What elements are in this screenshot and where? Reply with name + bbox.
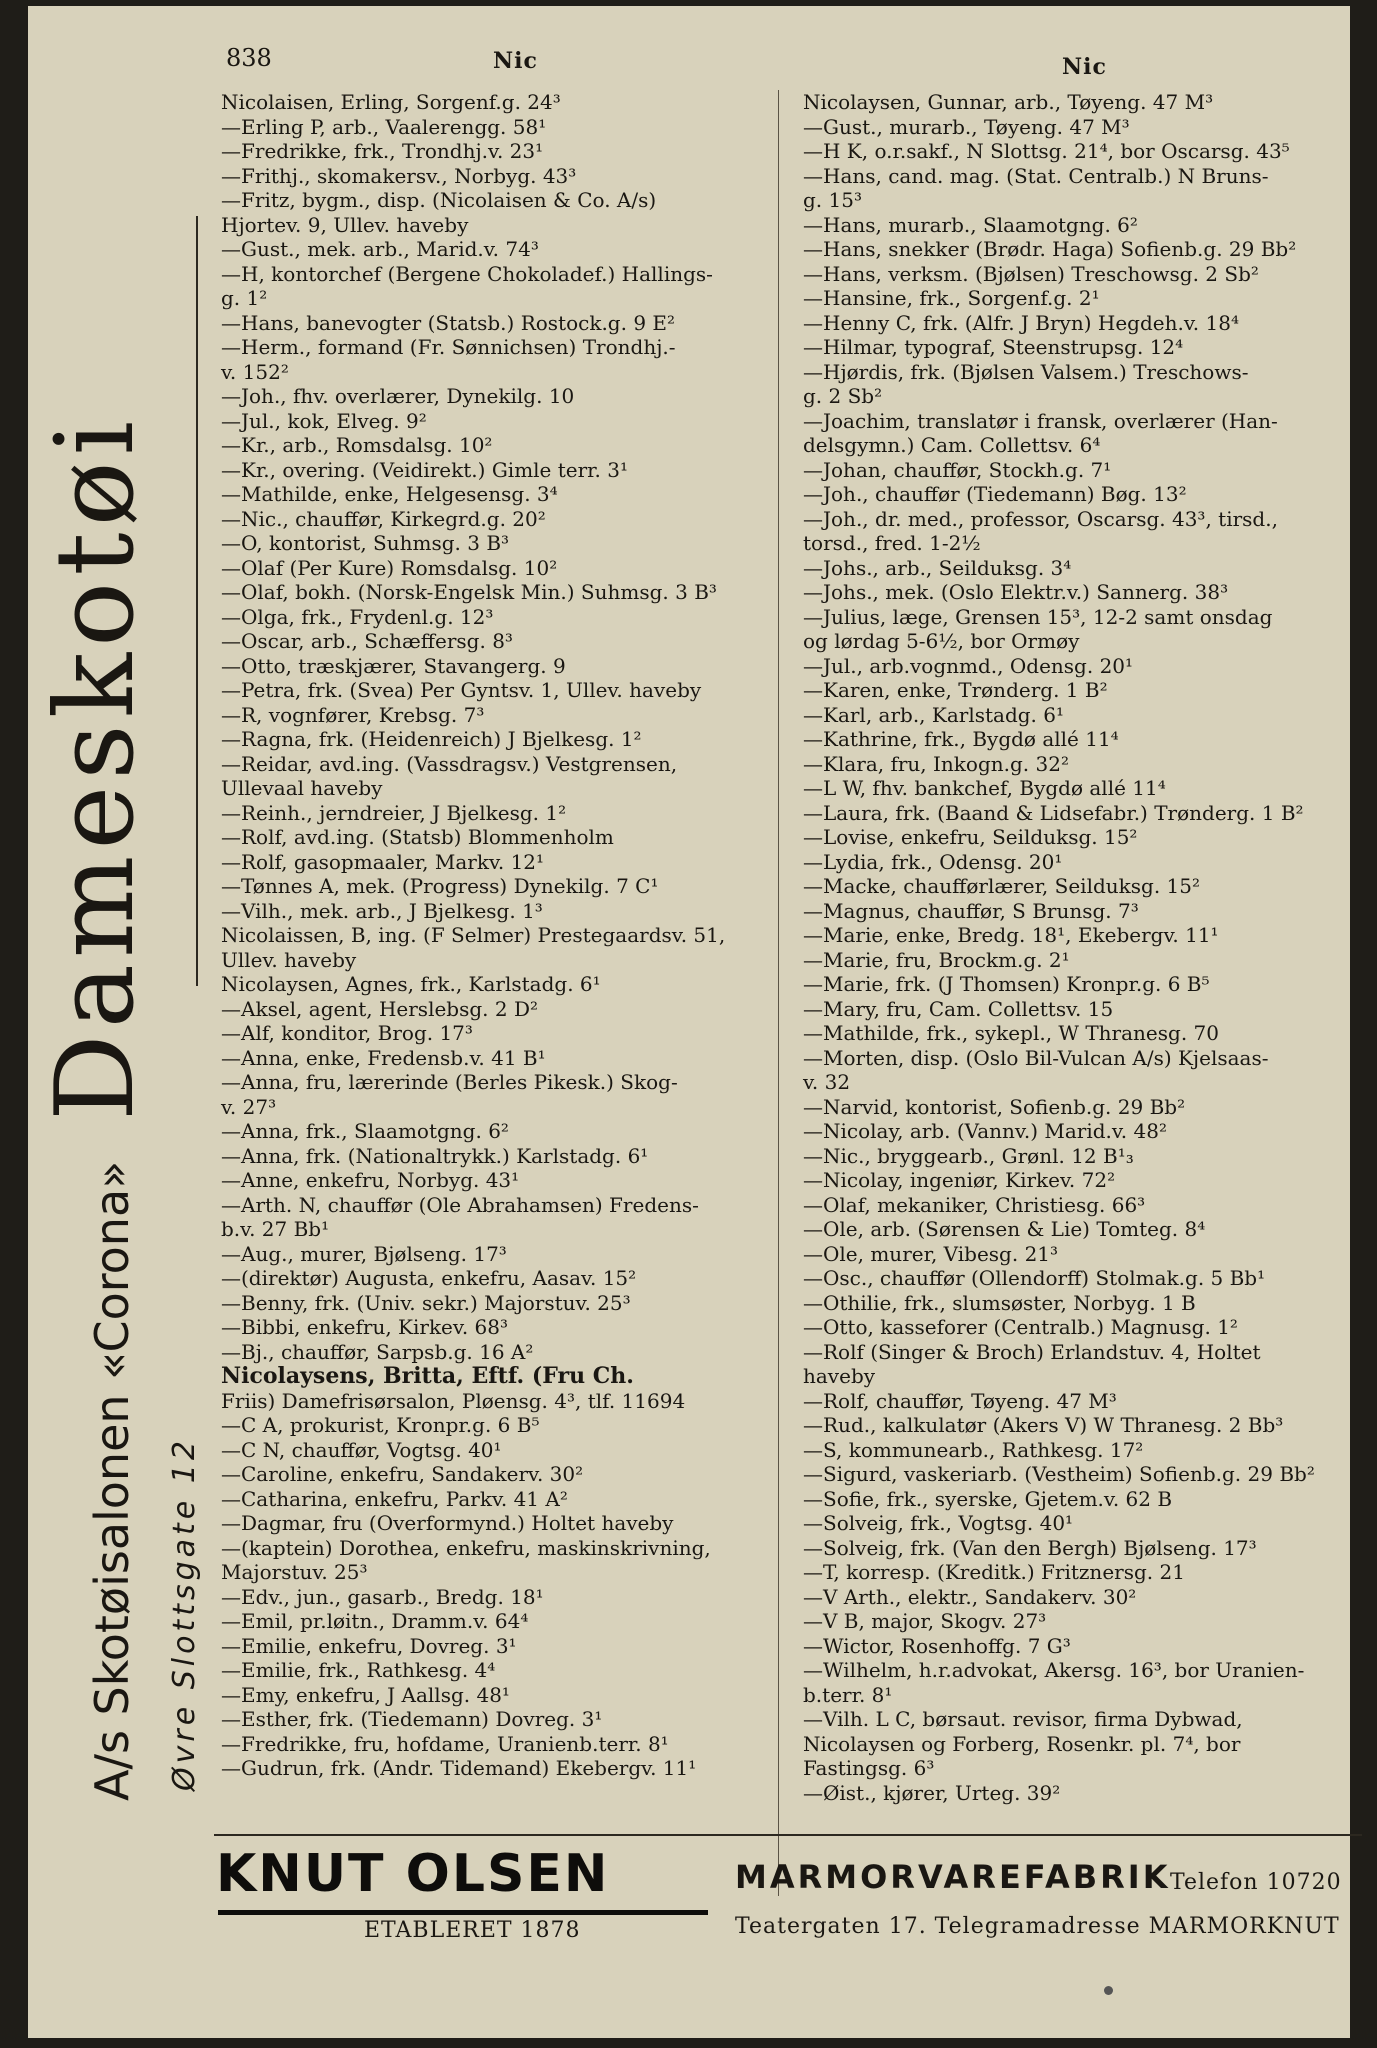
- directory-entry: —Esther, frk. (Tiedemann) Dovreg. 3¹: [221, 1707, 603, 1731]
- directory-entry: Nicolaysen, Agnes, frk., Karlstadg. 6¹: [221, 972, 601, 996]
- directory-entry: —Erling P, arb., Vaalerengg. 58¹: [221, 114, 547, 139]
- directory-entry: —Othilie, frk., slumsøster, Norbyg. 1 B: [803, 1290, 1196, 1315]
- directory-entry: —Anna, frk. (Nationaltrykk.) Karlstadg. 6¹: [221, 1143, 649, 1168]
- directory-entry: Ullevaal haveby: [221, 776, 383, 800]
- right-column: [803, 90, 1363, 1805]
- directory-entry: —Vilh., mek. arb., J Bjelkesg. 1³: [221, 898, 543, 923]
- directory-entry: —Mathilde, frk., sykepl., W Thranesg. 70: [803, 1021, 1219, 1045]
- directory-entry: —Johan, chauffør, Stockh.g. 7¹: [803, 457, 1112, 482]
- directory-entry: —Olaf, bokh. (Norsk-Engelsk Min.) Suhmsg. 3 B³: [221, 580, 717, 604]
- directory-entry: Hjortev. 9, Ullev. haveby: [221, 212, 469, 237]
- directory-entry: —Wictor, Rosenhoffg. 7 G³: [803, 1633, 1071, 1658]
- ink-spot: [1104, 1986, 1113, 1995]
- directory-entry: —C N, chauffør, Vogtsg. 40¹: [221, 1437, 502, 1462]
- directory-entry: g. 1²: [221, 286, 268, 310]
- directory-entry: Friis) Damefrisørsalon, Pløensg. 4³, tlf. 11694: [221, 1388, 686, 1413]
- directory-entry: —Joh., dr. med., professor, Oscarsg. 43³, tirsd.,: [803, 506, 1278, 531]
- directory-entry: —Wilhelm, h.r.advokat, Akersg. 16³, bor Uranien-: [803, 1658, 1305, 1682]
- directory-entry: —Arth. N, chauffør (Ole Abrahamsen) Fredens-: [221, 1192, 699, 1217]
- page-number: 838: [226, 44, 272, 72]
- directory-entry: —L W, fhv. bankchef, Bygdø allé 11⁴: [803, 776, 1166, 800]
- directory-entry: —Rolf, gasopmaaler, Markv. 12¹: [221, 849, 545, 874]
- directory-entry: —Benny, frk. (Univ. sekr.) Majorstuv. 25³: [221, 1290, 631, 1315]
- directory-entry: —Fritz, bygm., disp. (Nicolaisen & Co. A/s): [221, 188, 657, 212]
- directory-entry: haveby: [803, 1364, 876, 1388]
- directory-entry: Fastingsg. 6³: [803, 1756, 935, 1780]
- directory-entry: g. 2 Sb²: [803, 384, 883, 408]
- directory-entry: —Reinh., jerndreier, J Bjelkesg. 1²: [221, 800, 567, 825]
- directory-entry: —Edv., jun., gasarb., Bredg. 18¹: [221, 1584, 544, 1609]
- directory-entry: —Rolf (Singer & Broch) Erlandstuv. 4, Holtet: [803, 1339, 1261, 1364]
- directory-entry: og lørdag 5-6½, bor Ormøy: [803, 629, 1080, 653]
- directory-entry: —R, vognfører, Krebsg. 7³: [221, 702, 485, 727]
- ad-brand: Dameskotøi: [33, 414, 158, 1121]
- directory-entry: —Solveig, frk., Vogtsg. 40¹: [803, 1511, 1074, 1535]
- ad-company: A/s Skotøisalonen «Corona»: [85, 1160, 139, 1801]
- running-head-right: Nic: [1062, 54, 1107, 80]
- directory-entry: v. 32: [803, 1070, 851, 1094]
- directory-entry: —Hansine, frk., Sorgenf.g. 2¹: [803, 286, 1100, 310]
- directory-entry: v. 27³: [221, 1094, 277, 1119]
- directory-entry: —Osc., chauffør (Ollendorff) Stolmak.g. 5 Bb¹: [803, 1266, 1266, 1290]
- directory-entry: —Rolf, avd.ing. (Statsb) Blommenholm: [221, 825, 614, 849]
- directory-entry: —Oscar, arb., Schæffersg. 8³: [221, 629, 513, 653]
- directory-entry: —Marie, frk. (J Thomsen) Kronpr.g. 6 B⁵: [803, 972, 1210, 996]
- directory-entry: —Sigurd, vaskeriarb. (Vestheim) Sofienb.g. 29 Bb²: [803, 1462, 1315, 1486]
- directory-entry: —Bj., chauffør, Sarpsb.g. 16 A²: [221, 1339, 534, 1364]
- directory-entry: Ullev. haveby: [221, 947, 357, 972]
- directory-entry: —Aug., murer, Bjølseng. 17³: [221, 1241, 507, 1266]
- running-head-left: Nic: [493, 48, 538, 74]
- left-column: [221, 90, 789, 1781]
- directory-entry: —Tønnes A, mek. (Progress) Dynekilg. 7 C¹: [221, 874, 659, 898]
- directory-entry: —(direktør) Augusta, enkefru, Aasav. 15²: [221, 1266, 637, 1290]
- directory-entry: —V Arth., elektr., Sandakerv. 30²: [803, 1584, 1137, 1609]
- directory-entry: —Emilie, enkefru, Dovreg. 3¹: [221, 1633, 517, 1658]
- directory-entry: —Jul., arb.vognmd., Odensg. 20¹: [803, 653, 1134, 678]
- directory-entry: —Hans, cand. mag. (Stat. Centralb.) N Bruns-: [803, 163, 1269, 188]
- directory-entry: delsgymn.) Cam. Collettsv. 6⁴: [803, 433, 1101, 457]
- directory-entry: —C A, prokurist, Kronpr.g. 6 B⁵: [221, 1413, 540, 1437]
- directory-entry: —T, korresp. (Kreditk.) Fritznersg. 21: [803, 1560, 1185, 1584]
- directory-entry: Majorstuv. 25³: [221, 1560, 368, 1584]
- directory-entry: Nicolaisen, Erling, Sorgenf.g. 24³: [221, 90, 561, 114]
- directory-entry: —Ole, murer, Vibesg. 21³: [803, 1241, 1059, 1266]
- directory-entry: —Marie, enke, Bredg. 18¹, Ekebergv. 11¹: [803, 923, 1219, 947]
- directory-entry: —Gust., murarb., Tøyeng. 47 M³: [803, 114, 1130, 139]
- directory-entry: —Frithj., skomakersv., Norbyg. 43³: [221, 163, 577, 188]
- directory-entry: —Vilh. L C, børsaut. revisor, firma Dybwad,: [803, 1707, 1243, 1731]
- directory-entry: b.terr. 8¹: [803, 1682, 893, 1707]
- footer-logo: KNUT OLSEN: [216, 1844, 610, 1904]
- directory-entry: —Johs., arb., Seilduksg. 3⁴: [803, 555, 1072, 580]
- directory-entry: —Klara, fru, Inkogn.g. 32²: [803, 751, 1069, 776]
- directory-entry: —Fredrikke, frk., Trondhj.v. 23¹: [221, 139, 544, 163]
- directory-entry: —Kr., overing. (Veidirekt.) Gimle terr. 3¹: [221, 457, 629, 482]
- directory-entry: —Hjørdis, frk. (Bjølsen Valsem.) Treschows-: [803, 359, 1249, 384]
- footer-phone: Telefon 10720: [1170, 1870, 1342, 1895]
- footer-factory: MARMORVAREFABRIK: [735, 1858, 1171, 1896]
- directory-entry: —Anna, frk., Slaamotgng. 6²: [221, 1119, 509, 1143]
- directory-entry: —Lydia, frk., Odensg. 20¹: [803, 849, 1063, 874]
- directory-entry: —Hans, murarb., Slaamotgng. 6²: [803, 212, 1138, 237]
- directory-entry: —Herm., formand (Fr. Sønnichsen) Trondhj.-: [221, 335, 676, 359]
- directory-entry: —O, kontorist, Suhmsg. 3 B³: [221, 531, 510, 555]
- directory-entry: —Macke, chaufførlærer, Seilduksg. 15²: [803, 874, 1201, 898]
- directory-page: [28, 6, 1350, 2038]
- directory-entry: —Petra, frk. (Svea) Per Gyntsv. 1, Ullev. haveby: [221, 678, 702, 702]
- directory-entry: —Hans, banevogter (Statsb.) Rostock.g. 9 E²: [221, 310, 676, 335]
- directory-entry: —Mary, fru, Cam. Collettsv. 15: [803, 996, 1114, 1021]
- directory-entry: —Narvid, kontorist, Sofienb.g. 29 Bb²: [803, 1094, 1186, 1119]
- directory-entry: —Henny C, frk. (Alfr. J Bryn) Hegdeh.v. 18⁴: [803, 310, 1239, 335]
- directory-entry: —Alf, konditor, Brog. 17³: [221, 1021, 473, 1045]
- directory-entry: —Otto, kasseforer (Centralb.) Magnusg. 1²: [803, 1315, 1238, 1339]
- directory-entry: torsd., fred. 1-2½: [803, 531, 981, 555]
- directory-entry: —Rud., kalkulatør (Akers V) W Thranesg. 2 Bb³: [803, 1413, 1284, 1437]
- directory-entry: —Joh., fhv. overlærer, Dynekilg. 10: [221, 384, 575, 408]
- directory-entry: —Fredrikke, fru, hofdame, Uranienb.terr. 8¹: [221, 1731, 669, 1756]
- directory-entry: —Karen, enke, Trønderg. 1 B²: [803, 678, 1108, 702]
- footer-address: Teatergaten 17. Telegramadresse MARMORKNUT: [735, 1914, 1340, 1939]
- directory-entry: —Morten, disp. (Oslo Bil-Vulcan A/s) Kjelsaas-: [803, 1045, 1269, 1070]
- directory-entry: —Hilmar, typograf, Steenstrupsg. 12⁴: [803, 335, 1184, 359]
- directory-entry: —Karl, arb., Karlstadg. 6¹: [803, 702, 1065, 727]
- directory-entry: —Johs., mek. (Oslo Elektr.v.) Sannerg. 38³: [803, 580, 1229, 604]
- directory-entry: —Solveig, frk. (Van den Bergh) Bjølseng. 17³: [803, 1535, 1257, 1560]
- directory-entry: g. 15³: [803, 188, 862, 212]
- directory-entry: —Gudrun, frk. (Andr. Tidemand) Ekebergv. 11¹: [221, 1756, 697, 1780]
- directory-entry: —Olaf (Per Kure) Romsdalsg. 10²: [221, 555, 558, 580]
- directory-entry: b.v. 27 Bb¹: [221, 1217, 330, 1241]
- directory-entry: —Nic., chauffør, Kirkegrd.g. 20²: [221, 506, 546, 531]
- column-divider: [778, 90, 779, 1896]
- directory-entry: Nicolaysen og Forberg, Rosenkr. pl. 7⁴, bor: [803, 1731, 1241, 1756]
- directory-entry: —Olga, frk., Frydenl.g. 12³: [221, 604, 494, 629]
- directory-entry: Nicolaissen, B, ing. (F Selmer) Prestegaardsv. 51,: [221, 923, 726, 947]
- directory-entry: —Kathrine, frk., Bygdø allé 11⁴: [803, 727, 1119, 751]
- ad-rule: [196, 216, 198, 986]
- directory-entry: —Aksel, agent, Herslebsg. 2 D²: [221, 996, 539, 1021]
- directory-entry: —Anna, enke, Fredensb.v. 41 B¹: [221, 1045, 546, 1070]
- directory-entry: —Kr., arb., Romsdalsg. 10²: [221, 433, 493, 457]
- directory-entry: Nicolaysen, Gunnar, arb., Tøyeng. 47 M³: [803, 90, 1214, 114]
- directory-entry: —Reidar, avd.ing. (Vassdragsv.) Vestgrensen,: [221, 751, 678, 776]
- directory-entry: —Emilie, frk., Rathkesg. 4⁴: [221, 1658, 496, 1682]
- directory-entry: —Joh., chauffør (Tiedemann) Bøg. 13²: [803, 482, 1187, 506]
- directory-entry: —Nic., bryggearb., Grønl. 12 B¹₃: [803, 1143, 1134, 1168]
- ad-address: Øvre Slottsgate 12: [167, 1437, 202, 1791]
- directory-entry: —Otto, træskjærer, Stavangerg. 9: [221, 653, 566, 678]
- directory-entry: —Gust., mek. arb., Marid.v. 74³: [221, 237, 539, 261]
- directory-entry: —Catharina, enkefru, Parkv. 41 A²: [221, 1486, 568, 1511]
- directory-entry: —Laura, frk. (Baand & Lidsefabr.) Trønderg. 1 B²: [803, 800, 1304, 825]
- directory-entry: —H K, o.r.sakf., N Slottsg. 21⁴, bor Oscarsg. 43⁵: [803, 139, 1290, 163]
- footer-established: ETABLERET 1878: [364, 1918, 581, 1943]
- footer-rule: [214, 1834, 1362, 1836]
- directory-entry: —Marie, fru, Brockm.g. 2¹: [803, 947, 1070, 972]
- directory-entry: —Anna, fru, lærerinde (Berles Pikesk.) Skog-: [221, 1070, 678, 1094]
- directory-entry: —S, kommunearb., Rathkesg. 17²: [803, 1437, 1144, 1462]
- directory-entry: —Nicolay, arb. (Vannv.) Marid.v. 48²: [803, 1119, 1167, 1143]
- directory-entry: —Dagmar, fru (Overformynd.) Holtet haveby: [221, 1511, 674, 1535]
- directory-entry: v. 152²: [221, 359, 289, 384]
- directory-entry: —Joachim, translatør i fransk, overlærer (Han-: [803, 408, 1278, 433]
- directory-entry: —(kaptein) Dorothea, enkefru, maskinskrivning,: [221, 1535, 711, 1560]
- directory-entry: —Øist., kjører, Urteg. 39²: [803, 1780, 1061, 1805]
- directory-entry: —Sofie, frk., syerske, Gjetem.v. 62 B: [803, 1486, 1173, 1511]
- directory-entry: —Caroline, enkefru, Sandakerv. 30²: [221, 1462, 584, 1486]
- directory-entry: —Magnus, chauffør, S Brunsg. 7³: [803, 898, 1139, 923]
- directory-entry: —V B, major, Skogv. 27³: [803, 1609, 1047, 1633]
- directory-entry: —Lovise, enkefru, Seilduksg. 15²: [803, 825, 1138, 849]
- directory-entry: Nicolaysens, Britta, Eftf. (Fru Ch.: [221, 1363, 634, 1389]
- directory-entry: —Bibbi, enkefru, Kirkev. 68³: [221, 1315, 509, 1339]
- directory-entry: —Ragna, frk. (Heidenreich) J Bjelkesg. 1²: [221, 727, 642, 751]
- directory-entry: —Rolf, chauffør, Tøyeng. 47 M³: [803, 1388, 1117, 1413]
- footer-logo-underline: [218, 1910, 708, 1915]
- directory-entry: —Hans, snekker (Brødr. Haga) Sofienb.g. 29 Bb²: [803, 237, 1297, 261]
- directory-entry: —Ole, arb. (Sørensen & Lie) Tomteg. 8⁴: [803, 1217, 1206, 1241]
- directory-entry: —Mathilde, enke, Helgesensg. 3⁴: [221, 482, 558, 506]
- directory-entry: —Emil, pr.løitn., Dramm.v. 64⁴: [221, 1609, 529, 1633]
- directory-entry: —Jul., kok, Elveg. 9²: [221, 408, 427, 433]
- directory-entry: —Hans, verksm. (Bjølsen) Treschowsg. 2 Sb²: [803, 261, 1259, 286]
- directory-entry: —Emy, enkefru, J Aallsg. 48¹: [221, 1682, 510, 1707]
- directory-entry: —Julius, læge, Grensen 15³, 12-2 samt onsdag: [803, 604, 1273, 629]
- directory-entry: —Anne, enkefru, Norbyg. 43¹: [221, 1168, 520, 1192]
- directory-entry: —Olaf, mekaniker, Christiesg. 66³: [803, 1192, 1146, 1217]
- directory-entry: —Nicolay, ingeniør, Kirkev. 72²: [803, 1168, 1116, 1192]
- directory-entry: —H, kontorchef (Bergene Chokoladef.) Hallings-: [221, 261, 713, 286]
